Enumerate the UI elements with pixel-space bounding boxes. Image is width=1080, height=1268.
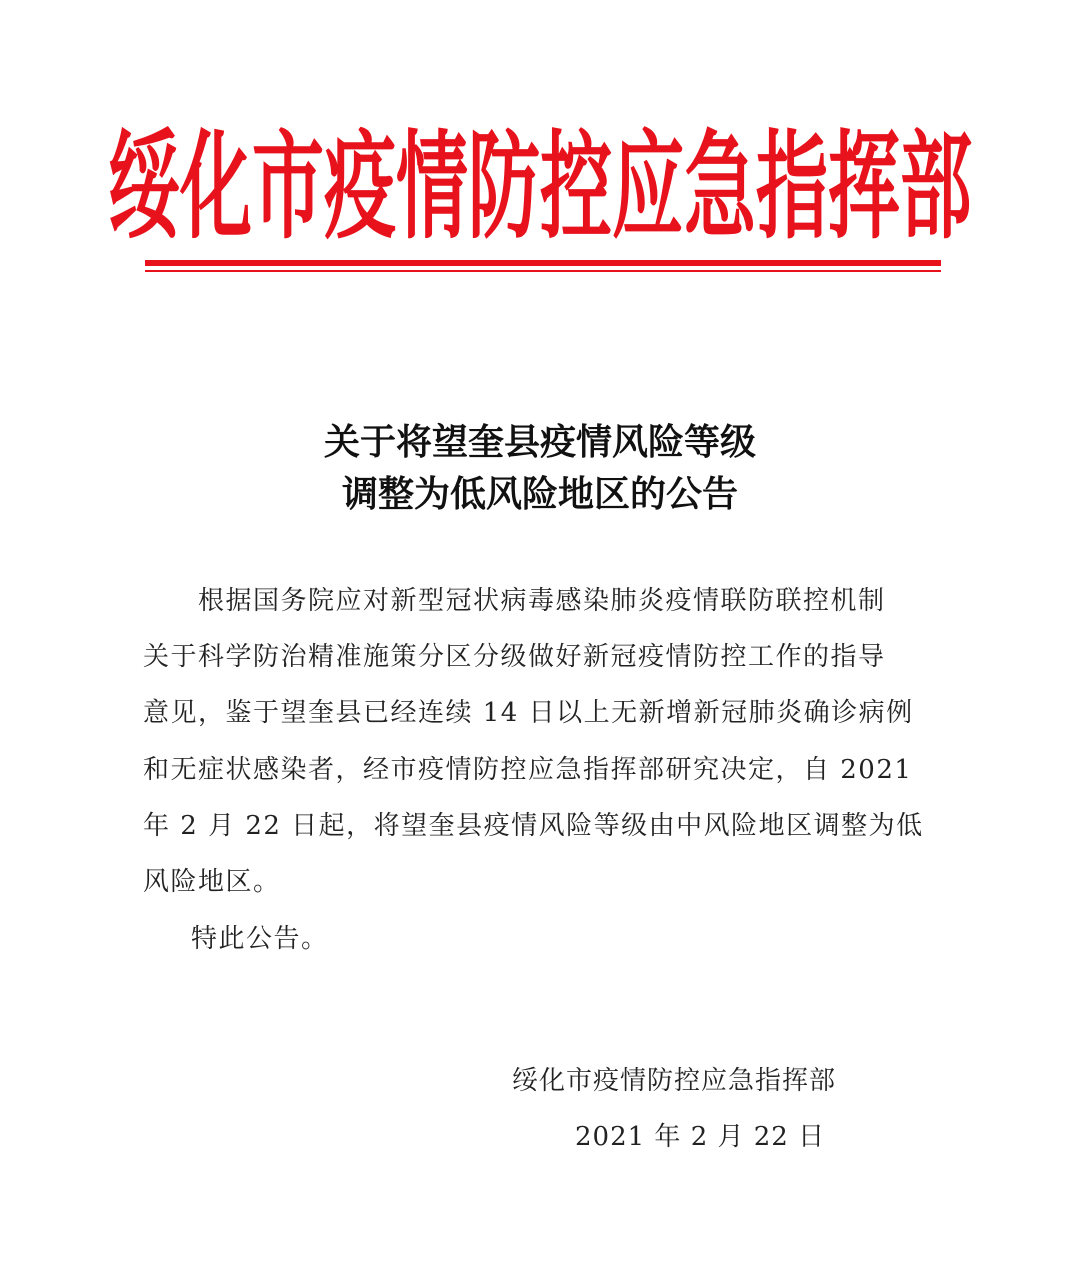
body-line: 根据国务院应对新型冠状病毒感染肺炎疫情联防联控机制 xyxy=(143,586,886,616)
masthead-title: 绥化市疫情防控应急指挥部 xyxy=(108,118,973,255)
closing-remark: 特此公告。 xyxy=(191,924,329,954)
body-line: 意见，鉴于望奎县已经连续 14 日以上无新增新冠肺炎确诊病例 xyxy=(143,698,914,728)
body-line: 关于科学防治精准施策分区分级做好新冠疫情防控工作的指导 xyxy=(143,642,886,672)
masthead xyxy=(108,92,973,262)
masthead-divider-thin xyxy=(145,270,941,272)
signature-org: 绥化市疫情防控应急指挥部 xyxy=(512,1066,837,1096)
document-title-line-2: 调整为低风险地区的公告 xyxy=(341,473,738,515)
document-title-line-1: 关于将望奎县疫情风险等级 xyxy=(323,421,756,463)
body-line: 和无症状感染者，经市疫情防控应急指挥部研究决定，自 2021 xyxy=(143,755,913,785)
body-line: 年 2 月 22 日起，将望奎县疫情风险等级由中风险地区调整为低 xyxy=(143,811,924,841)
body-line: 风险地区。 xyxy=(143,867,281,897)
masthead-divider-thick xyxy=(145,260,941,266)
signature-date: 2021 年 2 月 22 日 xyxy=(575,1122,826,1152)
